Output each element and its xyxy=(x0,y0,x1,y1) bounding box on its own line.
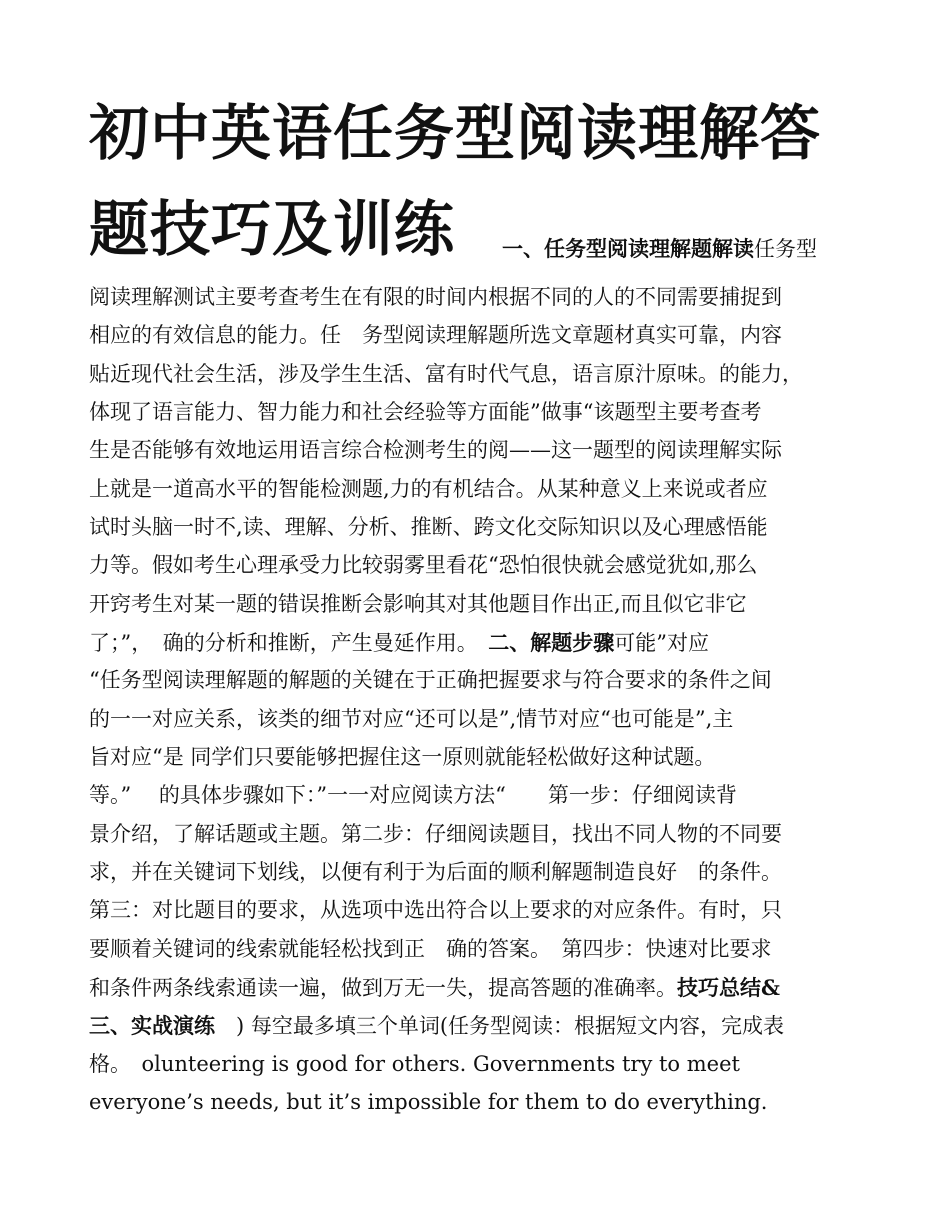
section-heading-technique-summary: 技巧总结& xyxy=(677,975,780,1000)
document-title-line-2: 题技巧及训练 xyxy=(89,195,455,265)
body-text: 和条件两条线索通读一遍，做到万无一失，提高答题的准确率。 xyxy=(89,976,677,1000)
body-text: 可能”对应 xyxy=(614,631,709,655)
body-line-5: 体现了语言能力、智力能力和社会经验等方面能”做事“该题型主要考查考 xyxy=(89,400,762,424)
body-line-19: 要顺着关键词的线索就能轻松找到正 确的答案。 第四步：快速对比要求 xyxy=(89,937,772,961)
body-text: 了；”， 确的分析和推断，产生曼延作用。 xyxy=(89,631,489,655)
body-text: 任务型 xyxy=(754,237,817,261)
body-line-18: 第三：对比题目的要求，从选项中选出符合以上要求的对应条件。有时，只 xyxy=(89,898,782,922)
body-line-9: 力等。假如考生心理承受力比较弱雾里看花“恐怕很快就会感觉犹如,那么 xyxy=(89,553,758,577)
body-line-6: 生是否能够有效地运用语言综合检测考生的阅——这一题型的阅读理解实际 xyxy=(89,438,782,462)
section-heading-1: 一、任务型阅读理解题解读 xyxy=(502,236,754,261)
body-line-2: 阅读理解测试主要考查考生在有限的时间内根据不同的人的不同需要捕捉到 xyxy=(89,285,782,309)
body-line-13: 的一一对应关系，该类的细节对应“还可以是”,情节对应“也可能是”,主 xyxy=(89,707,734,731)
body-line-22: 格。 olunteering is good for others. Governments try to meet xyxy=(89,1052,740,1076)
body-line-4: 贴近现代社会生活，涉及学生生活、富有时代气息，语言原汁原味。的能力， xyxy=(89,362,803,386)
body-line-8: 试时头脑一时不,读、理解、分析、推断、跨文化交际知识以及心理感悟能 xyxy=(89,515,768,539)
body-line-14: 旨对应“是 同学们只要能够把握住这一原则就能轻松做好这种试题。 xyxy=(89,745,716,769)
body-line-11 xyxy=(89,632,709,654)
section-heading-3: 三、实战演练 xyxy=(89,1013,215,1038)
document-title-line-1: 初中英语任务型阅读理解答 xyxy=(89,99,821,169)
body-line-20 xyxy=(89,977,780,999)
body-line-1 xyxy=(502,238,817,260)
body-line-16: 景介绍，了解话题或主题。第二步：仔细阅读题目，找出不同人物的不同要 xyxy=(89,822,782,846)
body-line-15: 等。” 的具体步骤如下：”一一对应阅读方法“ 第一步：仔细阅读背 xyxy=(89,783,737,807)
body-line-23: everyone’s needs, but it’s impossible for them to do everything. xyxy=(89,1090,768,1114)
body-line-17: 求，并在关键词下划线，以便有利于为后面的顺利解题制造良好 的条件。 xyxy=(89,860,782,884)
body-line-21 xyxy=(89,1015,784,1037)
body-line-12: “任务型阅读理解题的解题的关键在于正确把握要求与符合要求的条件之间 xyxy=(89,668,772,692)
body-line-7: 上就是一道高水平的智能检测题,力的有机结合。从某种意义上来说或者应 xyxy=(89,477,768,501)
body-text: ) 每空最多填三个单词(任务型阅读：根据短文内容，完成表 xyxy=(215,1014,785,1038)
body-line-10: 开窍考生对某一题的错误推断会影响其对其他题目作出正,而且似它非它 xyxy=(89,592,747,616)
section-heading-2: 二、解题步骤 xyxy=(488,630,615,655)
body-line-3: 相应的有效信息的能力。任 务型阅读理解题所选文章题材真实可靠，内容 xyxy=(89,323,782,347)
